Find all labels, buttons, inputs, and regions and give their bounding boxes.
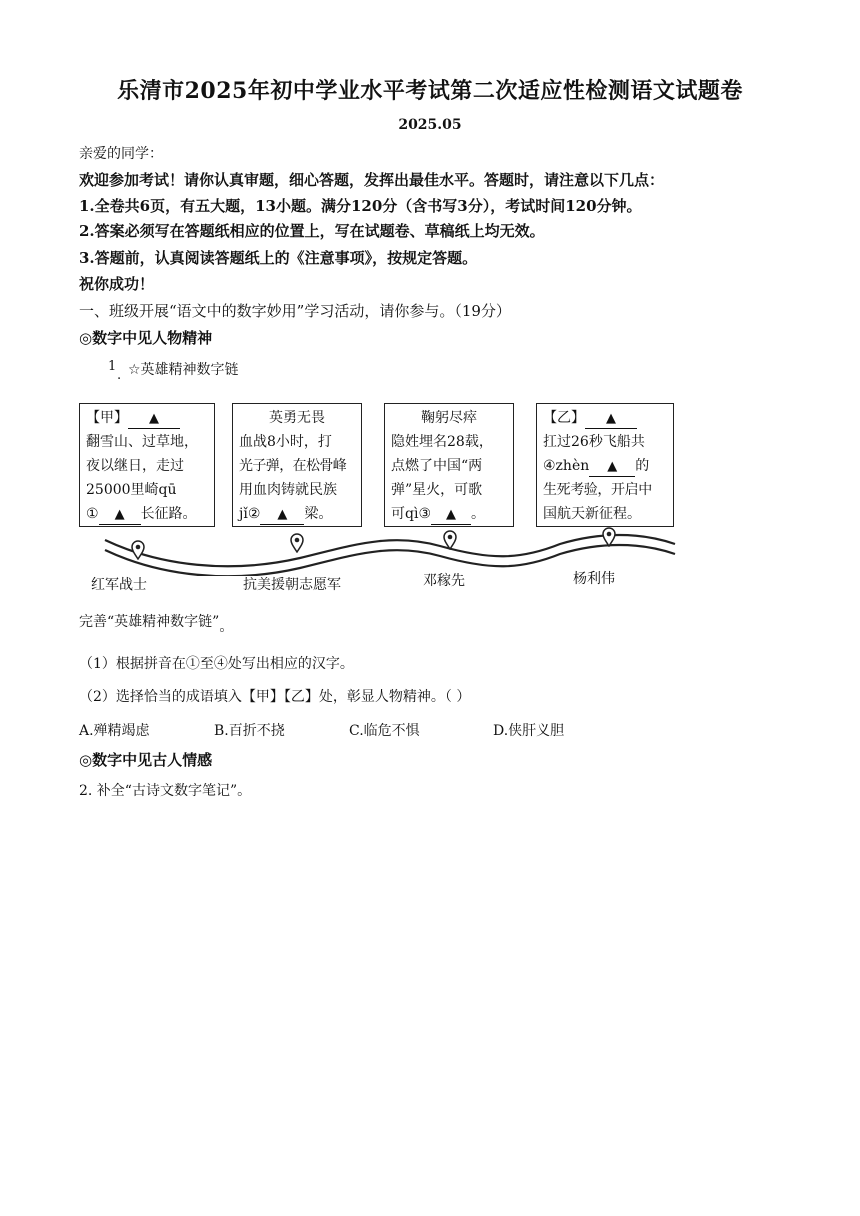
card-yi-line-3: 的	[635, 458, 650, 474]
chain-label-yang: 杨利伟	[573, 571, 615, 587]
location-pin-icon	[602, 527, 616, 547]
triangle-icon: ▲	[607, 459, 618, 474]
triangle-icon: ▲	[446, 507, 456, 522]
complete-instruction	[79, 611, 234, 635]
card-jia-line-5: 长征路。	[140, 506, 197, 522]
triangle-icon: ▲	[114, 507, 125, 522]
wish-text: 祝你成功！	[79, 275, 155, 293]
chain-label-red-army: 红军战士	[91, 577, 147, 593]
card-jia-line-4: 25000里崎qū	[86, 482, 177, 498]
card-kangmei-line-5: 梁。	[304, 506, 333, 522]
triangle-icon: ▲	[149, 411, 159, 426]
card-yi	[536, 403, 674, 527]
triangle-icon: ▲	[277, 507, 288, 522]
blank-3[interactable]	[431, 505, 471, 525]
blank-4[interactable]	[589, 457, 635, 477]
location-pin-icon	[290, 533, 304, 553]
greeting: 亲爱的同学：	[79, 146, 163, 162]
card-kangmei-line-2: 血战8小时，打	[239, 434, 332, 450]
card-jia-marker-1: ①	[86, 506, 99, 522]
welcome-text: 欢迎参加考试！请你认真审题，细心答题，发挥出最佳水平。答题时，请注意以下几点：	[79, 171, 665, 189]
blank-2[interactable]	[260, 505, 304, 525]
question-1-dot: .	[117, 368, 122, 383]
card-deng-line-4: 弹”星火，可歌	[391, 482, 483, 498]
card-jia	[79, 403, 215, 527]
subsection-2-heading: ◎数字中见古人情感	[79, 751, 213, 769]
card-deng-marker-3: 可qì③	[391, 506, 431, 522]
card-jia-tag: 【甲】	[86, 410, 128, 426]
card-kangmei-line-4: 用血肉铸就民族	[239, 482, 337, 498]
blank-1[interactable]	[99, 505, 141, 525]
exam-date: 2025.05	[398, 117, 462, 133]
option-a[interactable]: A.殚精竭虑	[79, 723, 150, 739]
option-d[interactable]: D.侠肝义胆	[493, 723, 565, 739]
card-kangmei-marker-2: jǐ②	[239, 506, 261, 522]
note-3: 3.答题前，认真阅读答题纸上的《注意事项》，按规定答题。	[79, 249, 478, 267]
card-yi-line-5: 国航天新征程。	[543, 506, 641, 522]
note-1: 1.全卷共6页，有五大题，13小题。满分120分（含书写3分），考试时间120分钟。	[79, 197, 642, 215]
question-1-part-2: （2）选择恰当的成语填入【甲】【乙】处，彰显人物精神。（ ）	[79, 689, 471, 705]
location-pin-icon	[131, 540, 145, 560]
option-c[interactable]: C.临危不惧	[349, 723, 420, 739]
subsection-1-heading: ◎数字中见人物精神	[79, 329, 213, 347]
card-yi-idiom-blank[interactable]	[585, 409, 637, 429]
triangle-icon: ▲	[606, 411, 616, 426]
card-yi-tag: 【乙】	[543, 410, 585, 426]
card-deng	[384, 403, 514, 527]
chain-label-deng: 邓稼先	[423, 573, 465, 589]
card-deng-title: 鞠躬尽瘁	[421, 410, 477, 426]
card-kangmei	[232, 403, 362, 527]
card-deng-line-5: 。	[471, 506, 485, 522]
card-yi-marker-4: ④zhèn	[543, 458, 590, 474]
question-1-part-1: （1）根据拼音在①至④处写出相应的汉字。	[79, 656, 354, 672]
chain-label-volunteers: 抗美援朝志愿军	[243, 577, 341, 593]
location-pin-icon	[443, 530, 457, 550]
card-kangmei-title: 英勇无畏	[269, 410, 325, 426]
card-jia-line-2: 翻雪山、过草地，	[86, 434, 198, 450]
card-jia-idiom-blank[interactable]	[128, 409, 180, 429]
page-title: 乐清市2025年初中学业水平考试第二次适应性检测语文试题卷	[117, 78, 743, 104]
note-2: 2.答案必须写在答题纸相应的位置上，写在试题卷、草稿纸上均无效。	[79, 222, 545, 240]
card-kangmei-line-3: 光子弹，在松骨峰	[239, 458, 347, 474]
option-b[interactable]: B.百折不挠	[214, 723, 285, 739]
card-yi-line-4: 生死考验，开启中	[543, 482, 652, 498]
question-1-number: 1	[108, 359, 117, 374]
card-deng-line-2: 隐姓埋名28载，	[391, 434, 493, 450]
card-jia-line-3: 夜以继日，走过	[86, 458, 184, 474]
question-2: 2. 补全“古诗文数字笔记”。	[79, 783, 252, 799]
card-deng-line-3: 点燃了中国“两	[391, 458, 483, 474]
section-1-heading: 一、班级开展“语文中的数字妙用”学习活动，请你参与。（19分）	[79, 302, 511, 320]
question-1-title: ☆英雄精神数字链	[128, 362, 239, 378]
complete-instruction-dot: 。	[219, 619, 234, 635]
card-yi-line-2: 扛过26秒飞船共	[543, 434, 645, 450]
complete-instruction-text: 完善“英雄精神数字链”	[79, 614, 220, 630]
